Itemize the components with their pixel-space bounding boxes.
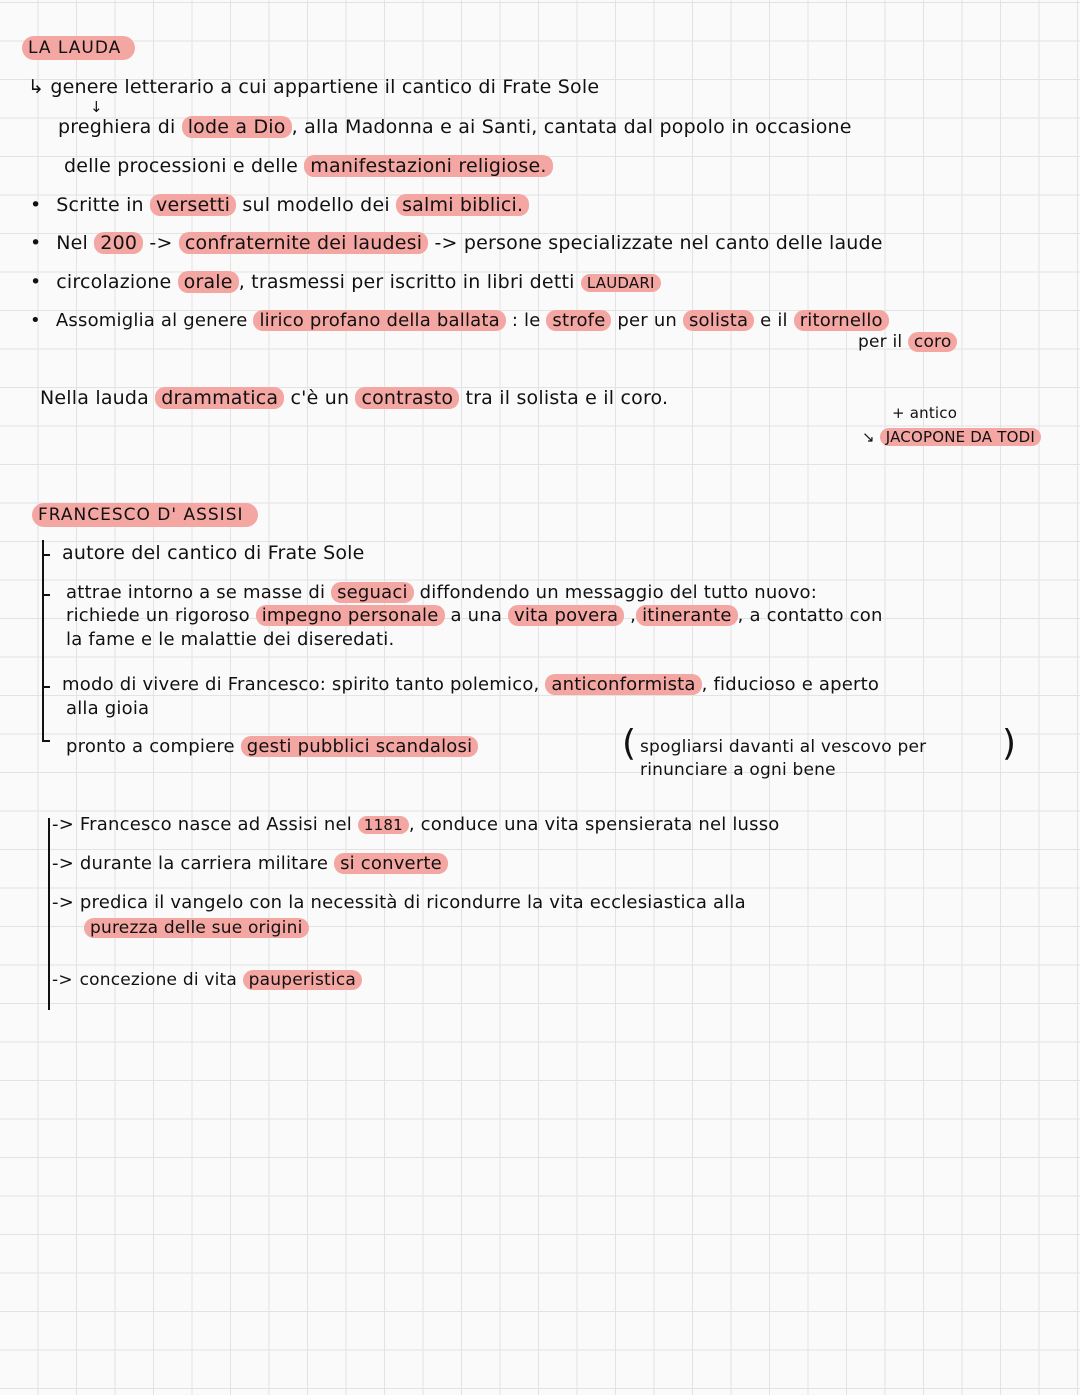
arrow-icon: -> (52, 853, 74, 874)
highlight-solista: solista (683, 310, 754, 331)
note-jacopone (862, 428, 1041, 446)
section-title-francesco: FRANCESCO D' ASSISI (32, 503, 258, 527)
highlight-strofe: strofe (546, 310, 611, 331)
lauda-bullet-versetti: • Scritte in versetti sul modello dei salmi biblici. (30, 194, 529, 216)
arrow-icon: -> (52, 814, 74, 835)
highlight-orale: orale (178, 271, 239, 293)
francesco-seguaci: attrae intorno a se masse di seguaci diffondendo un messaggio del tutto nuovo: (66, 582, 818, 603)
bracket-tick (42, 594, 50, 596)
paren-open: ( (622, 723, 637, 764)
lauda-bullet-circolazione: • circolazione orale , trasmessi per iscritto in libri detti LAUDARI (30, 271, 661, 293)
lauda-coro-note: per il coro (858, 332, 957, 352)
highlight-drammatica: drammatica (155, 387, 284, 409)
highlight-lirico: lirico profano della ballata (253, 310, 505, 331)
highlight-impegno: impegno personale (256, 605, 445, 626)
highlight-1181: 1181 (358, 816, 409, 834)
down-arrow-icon: ↓ (90, 98, 103, 116)
arrow-icon: -> (52, 892, 74, 913)
bracket-tick (42, 740, 50, 742)
francesco-autore: autore del cantico di Frate Sole (62, 542, 365, 564)
paren-note-2: rinunciare a ogni bene (640, 760, 836, 780)
francesco-gioia: alla gioia (66, 698, 150, 719)
francesco-diseredati: la fame e le malattie dei diseredati. (66, 629, 395, 650)
highlight-200: 200 (94, 232, 143, 254)
timeline-pauperistica: -> concezione di vita pauperistica (52, 970, 362, 990)
francesco-gesti: pronto a compiere gesti pubblici scandalosi (66, 736, 478, 757)
highlight-purezza: purezza delle sue origini (84, 918, 309, 938)
paren-note-1: spogliarsi davanti al vescovo per (640, 737, 927, 757)
section-title-lauda: LA LAUDA (22, 36, 135, 60)
arrow-icon: -> (52, 970, 73, 990)
note-antico: + antico (892, 404, 958, 422)
timeline-purezza (84, 918, 309, 938)
timeline-line (48, 818, 50, 1010)
highlight-pauperistica: pauperistica (243, 970, 362, 990)
highlight-jacopone: JACOPONE DA TODI (880, 428, 1041, 446)
bracket-tick (42, 554, 50, 556)
highlight-manifestazioni: manifestazioni religiose. (304, 155, 552, 177)
curve-arrow-icon: ↘ (862, 428, 875, 446)
lauda-bullet-confraternite: • Nel 200 -> confraternite dei laudesi -> persone specializzate nel canto delle laude (30, 232, 883, 254)
timeline-predica: -> predica il vangelo con la necessità di ricondurre la vita ecclesiastica alla (52, 892, 746, 913)
lauda-line-processions: delle processioni e delle manifestazioni religiose. (64, 155, 553, 177)
highlight-ritornello: ritornello (794, 310, 889, 331)
lauda-bullet-ballata: • Assomiglia al genere lirico profano della ballata : le strofe per un solista e il ritornello (30, 310, 889, 331)
highlight-seguaci: seguaci (331, 582, 414, 603)
highlight-coro: coro (908, 332, 958, 352)
lauda-drammatica: Nella lauda drammatica c'è un contrasto tra il solista e il coro. (40, 387, 669, 409)
highlight-itinerante: itinerante (636, 605, 738, 626)
highlight-gesti: gesti pubblici scandalosi (241, 736, 479, 757)
paren-close: ) (1002, 723, 1017, 764)
lauda-line-prayer: preghiera di lode a Dio , alla Madonna e ai Santi, cantata dal popolo in occasione (58, 116, 852, 138)
hook-arrow-icon: ↳ (28, 76, 45, 98)
highlight-lode: lode a Dio (182, 116, 292, 138)
highlight-confraternite: confraternite dei laudesi (179, 232, 428, 254)
timeline-conversione: -> durante la carriera militare si converte (52, 853, 448, 874)
timeline-nascita: -> Francesco nasce ad Assisi nel 1181 , conduce una vita spensierata nel lusso (52, 814, 780, 835)
francesco-modo-vivere: modo di vivere di Francesco: spirito tanto polemico, anticonformista , fiducioso e aperto (62, 674, 880, 695)
highlight-converte: si converte (334, 853, 448, 874)
highlight-anticonformista: anticonformista (545, 674, 701, 695)
highlight-laudari: LAUDARI (581, 274, 661, 292)
highlight-salmi: salmi biblici. (396, 194, 529, 216)
francesco-impegno: richiede un rigoroso impegno personale a una vita povera , itinerante , a contatto con (66, 605, 883, 626)
lauda-line-genre: ↳ genere letterario a cui appartiene il cantico di Frate Sole (28, 76, 600, 98)
bracket-line (42, 540, 44, 740)
highlight-vita-povera: vita povera (508, 605, 624, 626)
highlight-versetti: versetti (150, 194, 236, 216)
bracket-tick (42, 686, 50, 688)
highlight-contrasto: contrasto (355, 387, 459, 409)
